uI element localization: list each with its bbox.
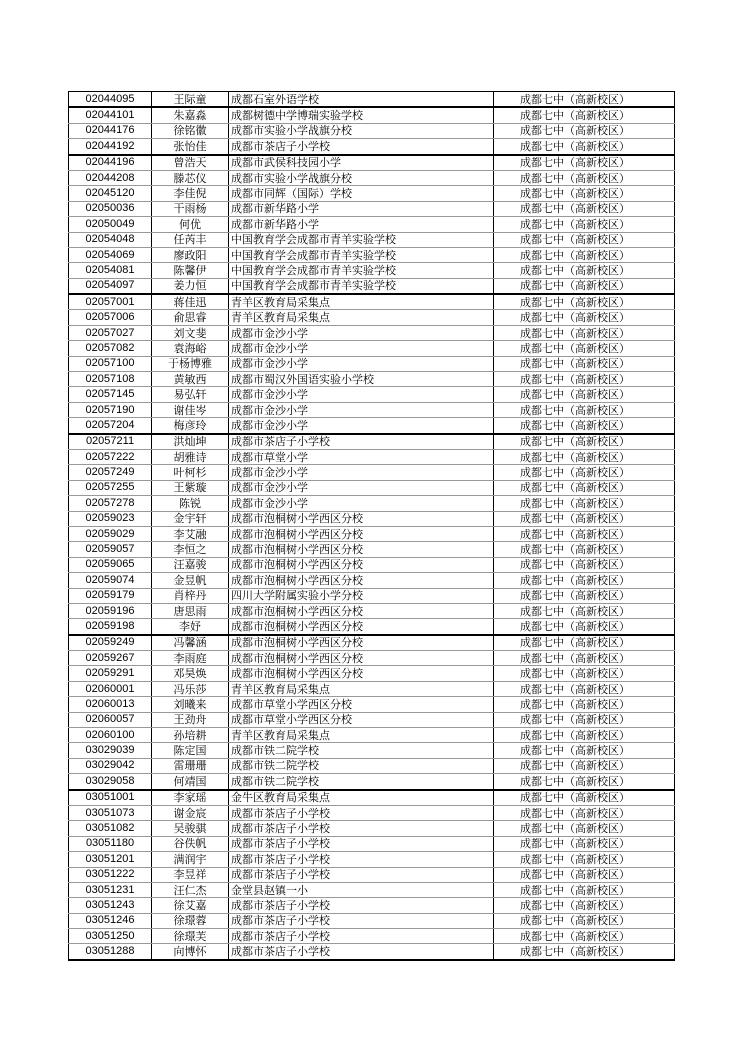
student-id-cell: 02054048 (69, 232, 152, 247)
student-id-cell: 02059196 (69, 603, 152, 618)
student-id-cell: 02057145 (69, 387, 152, 402)
destination-cell: 成都七中（高新校区） (494, 712, 675, 727)
destination-cell: 成都七中（高新校区） (494, 310, 675, 325)
school-cell: 成都市茶店子小学校 (229, 805, 494, 820)
student-id-cell: 02059291 (69, 666, 152, 681)
table-row (69, 170, 675, 185)
destination-cell: 成都七中（高新校区） (494, 402, 675, 417)
school-cell: 青羊区教育局采集点 (229, 294, 494, 310)
student-name-cell: 徐璟蓉 (152, 913, 229, 928)
school-cell: 成都市金沙小学 (229, 402, 494, 417)
student-id-cell: 02059179 (69, 588, 152, 603)
destination-cell: 成都七中（高新校区） (494, 418, 675, 434)
admission-table-body (69, 92, 675, 960)
student-id-cell: 02059057 (69, 542, 152, 557)
student-id-cell: 02057027 (69, 325, 152, 340)
destination-cell: 成都七中（高新校区） (494, 186, 675, 201)
student-name-cell: 谢金宸 (152, 805, 229, 820)
student-id-cell: 03029042 (69, 758, 152, 773)
student-id-cell: 03051222 (69, 867, 152, 882)
student-name-cell: 姜力恒 (152, 278, 229, 294)
student-name-cell: 徐璟芙 (152, 929, 229, 944)
destination-cell: 成都七中（高新校区） (494, 697, 675, 712)
table-row (69, 449, 675, 464)
table-row (69, 278, 675, 294)
student-name-cell: 洪灿坤 (152, 434, 229, 450)
student-name-cell: 吴骏骐 (152, 821, 229, 836)
school-cell: 成都市铁二院学校 (229, 774, 494, 790)
student-id-cell: 02060100 (69, 728, 152, 743)
school-cell: 成都市金沙小学 (229, 325, 494, 340)
student-id-cell: 03051243 (69, 898, 152, 913)
student-name-cell: 何靖国 (152, 774, 229, 790)
table-row (69, 232, 675, 247)
student-id-cell: 03029058 (69, 774, 152, 790)
school-cell: 成都市新华路小学 (229, 201, 494, 216)
student-id-cell: 02050049 (69, 217, 152, 232)
destination-cell: 成都七中（高新校区） (494, 805, 675, 820)
student-name-cell: 陈定国 (152, 743, 229, 758)
student-id-cell: 02054081 (69, 263, 152, 278)
student-id-cell: 02057108 (69, 372, 152, 387)
table-row (69, 186, 675, 201)
destination-cell: 成都七中（高新校区） (494, 356, 675, 371)
student-name-cell: 金宇轩 (152, 511, 229, 526)
destination-cell: 成都七中（高新校区） (494, 821, 675, 836)
destination-cell: 成都七中（高新校区） (494, 480, 675, 495)
table-row (69, 836, 675, 851)
school-cell: 成都市茶店子小学校 (229, 821, 494, 836)
student-name-cell: 王劲舟 (152, 712, 229, 727)
table-row (69, 526, 675, 541)
school-cell: 青羊区教育局采集点 (229, 728, 494, 743)
destination-cell: 成都七中（高新校区） (494, 681, 675, 696)
destination-cell: 成都七中（高新校区） (494, 603, 675, 618)
student-id-cell: 02044192 (69, 139, 152, 155)
student-name-cell: 廖政阳 (152, 247, 229, 262)
student-id-cell: 03051180 (69, 836, 152, 851)
school-cell: 金堂县赵镇一小 (229, 882, 494, 897)
destination-cell: 成都七中（高新校区） (494, 201, 675, 216)
school-cell: 成都市茶店子小学校 (229, 836, 494, 851)
student-id-cell: 02057249 (69, 465, 152, 480)
table-row (69, 852, 675, 867)
destination-cell: 成都七中（高新校区） (494, 836, 675, 851)
student-name-cell: 陈馨伊 (152, 263, 229, 278)
table-row (69, 774, 675, 790)
school-cell: 中国教育学会成都市青羊实验学校 (229, 278, 494, 294)
destination-cell: 成都七中（高新校区） (494, 449, 675, 464)
table-row (69, 790, 675, 806)
school-cell: 金牛区教育局采集点 (229, 790, 494, 806)
student-name-cell: 胡雅诗 (152, 449, 229, 464)
school-cell: 成都市金沙小学 (229, 356, 494, 371)
destination-cell: 成都七中（高新校区） (494, 247, 675, 262)
school-cell: 成都市武侯科技园小学 (229, 155, 494, 171)
school-cell: 中国教育学会成都市青羊实验学校 (229, 263, 494, 278)
school-cell: 成都市泡桐树小学西区分校 (229, 557, 494, 572)
destination-cell: 成都七中（高新校区） (494, 651, 675, 666)
school-cell: 成都市铁二院学校 (229, 743, 494, 758)
table-row (69, 821, 675, 836)
destination-cell: 成都七中（高新校区） (494, 898, 675, 913)
school-cell: 成都市铁二院学校 (229, 758, 494, 773)
school-cell: 成都市茶店子小学校 (229, 434, 494, 450)
student-name-cell: 干雨杨 (152, 201, 229, 216)
student-id-cell: 02059065 (69, 557, 152, 572)
destination-cell: 成都七中（高新校区） (494, 123, 675, 138)
student-id-cell: 02054097 (69, 278, 152, 294)
student-id-cell: 02060057 (69, 712, 152, 727)
table-row (69, 92, 675, 108)
destination-cell: 成都七中（高新校区） (494, 774, 675, 790)
destination-cell: 成都七中（高新校区） (494, 139, 675, 155)
school-cell: 成都市同辉（国际）学校 (229, 186, 494, 201)
table-row (69, 712, 675, 727)
student-id-cell: 02044176 (69, 123, 152, 138)
student-name-cell: 金昱帆 (152, 573, 229, 588)
destination-cell: 成都七中（高新校区） (494, 790, 675, 806)
destination-cell: 成都七中（高新校区） (494, 882, 675, 897)
student-name-cell: 刘曦来 (152, 697, 229, 712)
student-id-cell: 02044196 (69, 155, 152, 171)
table-row (69, 619, 675, 635)
destination-cell: 成都七中（高新校区） (494, 263, 675, 278)
destination-cell: 成都七中（高新校区） (494, 867, 675, 882)
destination-cell: 成都七中（高新校区） (494, 588, 675, 603)
table-row (69, 743, 675, 758)
student-name-cell: 雷珊珊 (152, 758, 229, 773)
student-id-cell: 03051231 (69, 882, 152, 897)
table-row (69, 325, 675, 340)
destination-cell: 成都七中（高新校区） (494, 511, 675, 526)
student-id-cell: 02044101 (69, 107, 152, 123)
student-name-cell: 李恒之 (152, 542, 229, 557)
table-row (69, 681, 675, 696)
table-row (69, 944, 675, 960)
student-id-cell: 02057100 (69, 356, 152, 371)
student-id-cell: 02050036 (69, 201, 152, 216)
table-row (69, 434, 675, 450)
destination-cell: 成都七中（高新校区） (494, 666, 675, 681)
destination-cell: 成都七中（高新校区） (494, 573, 675, 588)
school-cell: 成都市草堂小学 (229, 449, 494, 464)
school-cell: 中国教育学会成都市青羊实验学校 (229, 232, 494, 247)
student-id-cell: 03051201 (69, 852, 152, 867)
school-cell: 成都市草堂小学西区分校 (229, 712, 494, 727)
school-cell: 成都市实验小学战旗分校 (229, 123, 494, 138)
student-name-cell: 王际童 (152, 92, 229, 108)
table-row (69, 697, 675, 712)
school-cell: 成都市茶店子小学校 (229, 139, 494, 155)
destination-cell: 成都七中（高新校区） (494, 557, 675, 572)
student-name-cell: 徐艾嘉 (152, 898, 229, 913)
table-row (69, 929, 675, 944)
student-name-cell: 何优 (152, 217, 229, 232)
student-name-cell: 李佳倪 (152, 186, 229, 201)
student-id-cell: 03051082 (69, 821, 152, 836)
student-id-cell: 02059198 (69, 619, 152, 635)
table-row (69, 139, 675, 155)
destination-cell: 成都七中（高新校区） (494, 619, 675, 635)
student-id-cell: 02057255 (69, 480, 152, 495)
school-cell: 成都市泡桐树小学西区分校 (229, 603, 494, 618)
destination-cell: 成都七中（高新校区） (494, 278, 675, 294)
student-id-cell: 02059267 (69, 651, 152, 666)
school-cell: 成都市实验小学战旗分校 (229, 170, 494, 185)
school-cell: 成都树德中学博瑞实验学校 (229, 107, 494, 123)
student-id-cell: 03029039 (69, 743, 152, 758)
table-row (69, 588, 675, 603)
student-name-cell: 满润宇 (152, 852, 229, 867)
student-id-cell: 03051288 (69, 944, 152, 960)
school-cell: 青羊区教育局采集点 (229, 681, 494, 696)
student-name-cell: 冯馨涵 (152, 635, 229, 651)
destination-cell: 成都七中（高新校区） (494, 92, 675, 108)
student-name-cell: 易弘轩 (152, 387, 229, 402)
destination-cell: 成都七中（高新校区） (494, 944, 675, 960)
destination-cell: 成都七中（高新校区） (494, 465, 675, 480)
destination-cell: 成都七中（高新校区） (494, 526, 675, 541)
student-name-cell: 蒋佳迅 (152, 294, 229, 310)
student-name-cell: 任芮丰 (152, 232, 229, 247)
destination-cell: 成都七中（高新校区） (494, 635, 675, 651)
student-id-cell: 03051246 (69, 913, 152, 928)
table-row (69, 666, 675, 681)
student-name-cell: 汪仁杰 (152, 882, 229, 897)
school-cell: 成都市茶店子小学校 (229, 944, 494, 960)
table-row (69, 496, 675, 511)
destination-cell: 成都七中（高新校区） (494, 728, 675, 743)
student-name-cell: 李妤 (152, 619, 229, 635)
student-id-cell: 03051250 (69, 929, 152, 944)
table-row (69, 418, 675, 434)
student-id-cell: 02054069 (69, 247, 152, 262)
school-cell: 成都市茶店子小学校 (229, 852, 494, 867)
student-name-cell: 张怡佳 (152, 139, 229, 155)
destination-cell: 成都七中（高新校区） (494, 758, 675, 773)
student-name-cell: 滕芯仪 (152, 170, 229, 185)
student-name-cell: 李雨庭 (152, 651, 229, 666)
table-row (69, 913, 675, 928)
student-name-cell: 梅彦玲 (152, 418, 229, 434)
school-cell: 成都市泡桐树小学西区分校 (229, 619, 494, 635)
destination-cell: 成都七中（高新校区） (494, 496, 675, 511)
table-row (69, 341, 675, 356)
student-id-cell: 02045120 (69, 186, 152, 201)
school-cell: 成都市泡桐树小学西区分校 (229, 573, 494, 588)
student-name-cell: 孙培耕 (152, 728, 229, 743)
school-cell: 中国教育学会成都市青羊实验学校 (229, 247, 494, 262)
student-id-cell: 02044208 (69, 170, 152, 185)
student-id-cell: 02057222 (69, 449, 152, 464)
school-cell: 成都市泡桐树小学西区分校 (229, 635, 494, 651)
table-row (69, 557, 675, 572)
table-row (69, 217, 675, 232)
student-id-cell: 02059074 (69, 573, 152, 588)
destination-cell: 成都七中（高新校区） (494, 387, 675, 402)
student-id-cell: 03051001 (69, 790, 152, 806)
student-id-cell: 02057190 (69, 402, 152, 417)
student-id-cell: 02057006 (69, 310, 152, 325)
table-row (69, 372, 675, 387)
destination-cell: 成都七中（高新校区） (494, 743, 675, 758)
student-id-cell: 02060013 (69, 697, 152, 712)
table-row (69, 294, 675, 310)
student-name-cell: 李昱祥 (152, 867, 229, 882)
destination-cell: 成都七中（高新校区） (494, 325, 675, 340)
table-row (69, 867, 675, 882)
student-name-cell: 黄敏西 (152, 372, 229, 387)
school-cell: 成都市茶店子小学校 (229, 929, 494, 944)
table-row (69, 758, 675, 773)
student-id-cell: 02057001 (69, 294, 152, 310)
student-name-cell: 李家瑶 (152, 790, 229, 806)
destination-cell: 成都七中（高新校区） (494, 170, 675, 185)
destination-cell: 成都七中（高新校区） (494, 155, 675, 171)
table-row (69, 898, 675, 913)
table-row (69, 201, 675, 216)
destination-cell: 成都七中（高新校区） (494, 913, 675, 928)
student-id-cell: 02044095 (69, 92, 152, 108)
student-name-cell: 陈锐 (152, 496, 229, 511)
destination-cell: 成都七中（高新校区） (494, 929, 675, 944)
school-cell: 成都市金沙小学 (229, 496, 494, 511)
destination-cell: 成都七中（高新校区） (494, 852, 675, 867)
table-row (69, 155, 675, 171)
school-cell: 青羊区教育局采集点 (229, 310, 494, 325)
table-row (69, 805, 675, 820)
school-cell: 成都石室外语学校 (229, 92, 494, 108)
table-row (69, 635, 675, 651)
destination-cell: 成都七中（高新校区） (494, 232, 675, 247)
student-name-cell: 谷佚帆 (152, 836, 229, 851)
school-cell: 四川大学附属实验小学分校 (229, 588, 494, 603)
destination-cell: 成都七中（高新校区） (494, 217, 675, 232)
student-name-cell: 李艾融 (152, 526, 229, 541)
student-name-cell: 袁海峪 (152, 341, 229, 356)
table-row (69, 387, 675, 402)
table-row (69, 573, 675, 588)
table-row (69, 542, 675, 557)
student-name-cell: 谢佳岑 (152, 402, 229, 417)
table-row (69, 310, 675, 325)
student-id-cell: 02057082 (69, 341, 152, 356)
destination-cell: 成都七中（高新校区） (494, 434, 675, 450)
student-name-cell: 俞思睿 (152, 310, 229, 325)
student-name-cell: 冯乐莎 (152, 681, 229, 696)
school-cell: 成都市茶店子小学校 (229, 913, 494, 928)
student-name-cell: 肖梓丹 (152, 588, 229, 603)
school-cell: 成都市金沙小学 (229, 480, 494, 495)
student-id-cell: 02057211 (69, 434, 152, 450)
table-row (69, 480, 675, 495)
school-cell: 成都市蜀汉外国语实验小学校 (229, 372, 494, 387)
school-cell: 成都市茶店子小学校 (229, 898, 494, 913)
student-id-cell: 02059023 (69, 511, 152, 526)
destination-cell: 成都七中（高新校区） (494, 542, 675, 557)
table-row (69, 728, 675, 743)
table-row (69, 511, 675, 526)
student-name-cell: 汪嘉骏 (152, 557, 229, 572)
school-cell: 成都市泡桐树小学西区分校 (229, 526, 494, 541)
table-row (69, 123, 675, 138)
table-row (69, 356, 675, 371)
destination-cell: 成都七中（高新校区） (494, 107, 675, 123)
student-id-cell: 02060001 (69, 681, 152, 696)
student-name-cell: 朱嘉淼 (152, 107, 229, 123)
student-name-cell: 曾浩天 (152, 155, 229, 171)
student-name-cell: 于杨博雅 (152, 356, 229, 371)
school-cell: 成都市泡桐树小学西区分校 (229, 666, 494, 681)
student-name-cell: 刘文斐 (152, 325, 229, 340)
student-id-cell: 02057278 (69, 496, 152, 511)
student-id-cell: 02059249 (69, 635, 152, 651)
student-id-cell: 03051073 (69, 805, 152, 820)
school-cell: 成都市新华路小学 (229, 217, 494, 232)
school-cell: 成都市茶店子小学校 (229, 867, 494, 882)
destination-cell: 成都七中（高新校区） (494, 341, 675, 356)
student-name-cell: 叶柯杉 (152, 465, 229, 480)
student-name-cell: 唐思雨 (152, 603, 229, 618)
school-cell: 成都市草堂小学西区分校 (229, 697, 494, 712)
student-name-cell: 邓昊焕 (152, 666, 229, 681)
table-row (69, 107, 675, 123)
school-cell: 成都市泡桐树小学西区分校 (229, 651, 494, 666)
table-row (69, 651, 675, 666)
admission-table (68, 91, 675, 961)
school-cell: 成都市金沙小学 (229, 418, 494, 434)
destination-cell: 成都七中（高新校区） (494, 294, 675, 310)
student-name-cell: 王紫璇 (152, 480, 229, 495)
destination-cell: 成都七中（高新校区） (494, 372, 675, 387)
table-row (69, 402, 675, 417)
school-cell: 成都市泡桐树小学西区分校 (229, 542, 494, 557)
student-id-cell: 02057204 (69, 418, 152, 434)
table-row (69, 465, 675, 480)
school-cell: 成都市金沙小学 (229, 387, 494, 402)
student-id-cell: 02059029 (69, 526, 152, 541)
student-name-cell: 向博怀 (152, 944, 229, 960)
table-row (69, 882, 675, 897)
student-name-cell: 徐铭徽 (152, 123, 229, 138)
school-cell: 成都市金沙小学 (229, 465, 494, 480)
school-cell: 成都市泡桐树小学西区分校 (229, 511, 494, 526)
table-row (69, 263, 675, 278)
school-cell: 成都市金沙小学 (229, 341, 494, 356)
table-row (69, 247, 675, 262)
table-row (69, 603, 675, 618)
